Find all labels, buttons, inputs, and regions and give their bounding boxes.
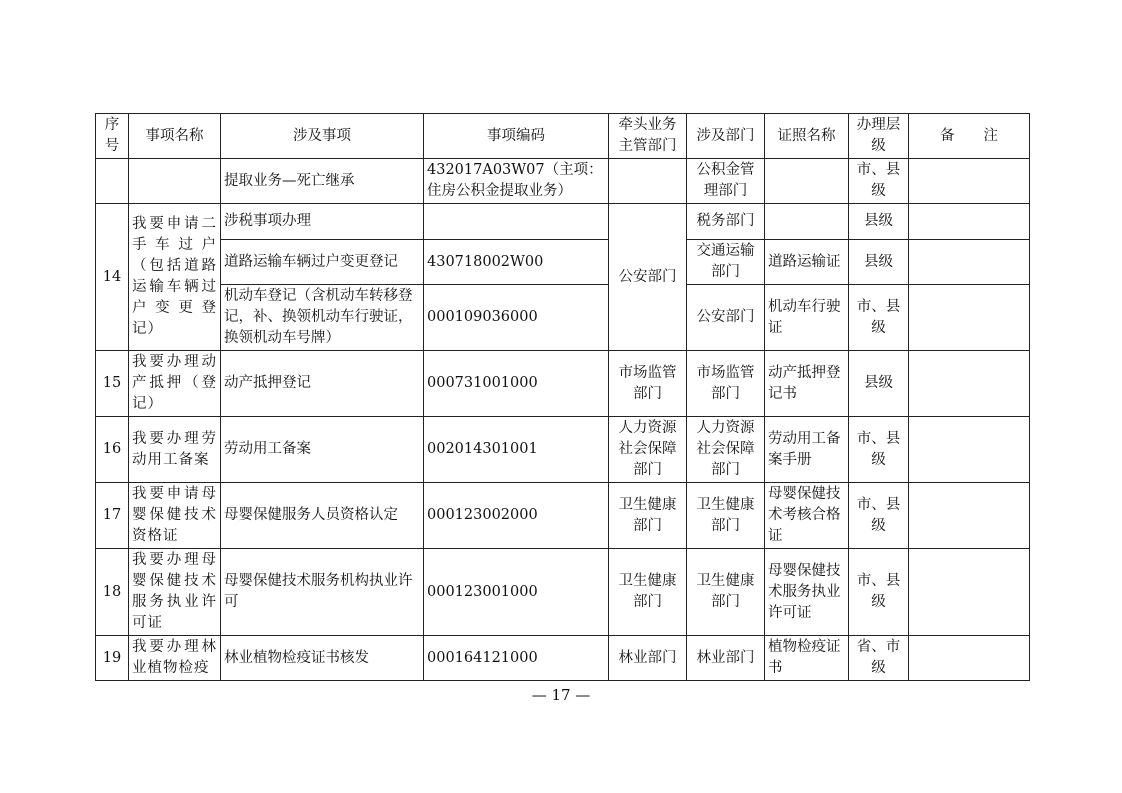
- seq-cell: 14: [96, 204, 129, 351]
- lead-dept-cell: [609, 159, 687, 204]
- code-cell: 000123001000: [424, 549, 609, 636]
- remark-cell: [909, 636, 1030, 681]
- level-cell: 县级: [849, 204, 909, 240]
- level-cell: 市、县级: [849, 549, 909, 636]
- item-name-cell: [129, 159, 221, 204]
- remark-cell: [909, 159, 1030, 204]
- matters-table: [95, 113, 1030, 681]
- dept-cell: 市场监管部门: [687, 351, 765, 417]
- lead-dept-cell: 林业部门: [609, 636, 687, 681]
- remark-cell: [909, 351, 1030, 417]
- license-cell: 动产抵押登记书: [765, 351, 849, 417]
- involved-cell: 机动车登记（含机动车转移登记，补、换领机动车行驶证，换领机动车号牌）: [221, 285, 424, 351]
- header-level: 办理层级: [849, 114, 909, 159]
- item-name-cell: 我要办理林业植物检疫: [129, 636, 221, 681]
- level-cell: 市、县级: [849, 159, 909, 204]
- lead-dept-cell: 人力资源社会保障部门: [609, 417, 687, 483]
- seq-cell: [96, 159, 129, 204]
- license-cell: 植物检疫证书: [765, 636, 849, 681]
- item-name-cell: 我要办理母婴保健技术服务执业许可证: [129, 549, 221, 636]
- remark-cell: [909, 483, 1030, 549]
- level-cell: 县级: [849, 351, 909, 417]
- header-license: 证照名称: [765, 114, 849, 159]
- seq-cell: 18: [96, 549, 129, 636]
- table-row: [96, 483, 1030, 549]
- involved-cell: 林业植物检疫证书核发: [221, 636, 424, 681]
- license-cell: 母婴保健技术服务执业许可证: [765, 549, 849, 636]
- item-name-cell: 我要申请母婴保健技术资格证: [129, 483, 221, 549]
- header-dept: 涉及部门: [687, 114, 765, 159]
- code-cell: 000731001000: [424, 351, 609, 417]
- table-row: [96, 240, 1030, 285]
- seq-cell: 17: [96, 483, 129, 549]
- involved-cell: 道路运输车辆过户变更登记: [221, 240, 424, 285]
- seq-cell: 16: [96, 417, 129, 483]
- item-name-cell: 我要办理动产抵押（登记）: [129, 351, 221, 417]
- code-cell: 002014301001: [424, 417, 609, 483]
- seq-cell: 19: [96, 636, 129, 681]
- dept-cell: 公积金管理部门: [687, 159, 765, 204]
- dept-cell: 税务部门: [687, 204, 765, 240]
- table-row: [96, 159, 1030, 204]
- remark-cell: [909, 285, 1030, 351]
- involved-cell: 涉税事项办理: [221, 204, 424, 240]
- dept-cell: 卫生健康部门: [687, 549, 765, 636]
- seq-cell: 15: [96, 351, 129, 417]
- dept-cell: 林业部门: [687, 636, 765, 681]
- table-row: [96, 549, 1030, 636]
- involved-cell: 母婴保健服务人员资格认定: [221, 483, 424, 549]
- remark-cell: [909, 204, 1030, 240]
- license-cell: [765, 159, 849, 204]
- table-row: [96, 285, 1030, 351]
- license-cell: 劳动用工备案手册: [765, 417, 849, 483]
- code-cell: 432017A03W07（主项：住房公积金提取业务）: [424, 159, 609, 204]
- code-cell: 000123002000: [424, 483, 609, 549]
- header-row: [96, 114, 1030, 159]
- lead-dept-cell: 市场监管部门: [609, 351, 687, 417]
- remark-cell: [909, 240, 1030, 285]
- code-cell: 430718002W00: [424, 240, 609, 285]
- dept-cell: 人力资源社会保障部门: [687, 417, 765, 483]
- license-cell: 道路运输证: [765, 240, 849, 285]
- table-row: [96, 351, 1030, 417]
- involved-cell: 动产抵押登记: [221, 351, 424, 417]
- remark-cell: [909, 417, 1030, 483]
- header-involved: 涉及事项: [221, 114, 424, 159]
- code-cell: 000164121000: [424, 636, 609, 681]
- level-cell: 市、县级: [849, 483, 909, 549]
- code-cell: 000109036000: [424, 285, 609, 351]
- lead-dept-cell: 公安部门: [609, 204, 687, 351]
- header-remark: 备 注: [909, 114, 1030, 159]
- dept-cell: 卫生健康部门: [687, 483, 765, 549]
- page-number: — 17 —: [531, 686, 591, 704]
- code-cell: [424, 204, 609, 240]
- dept-cell: 交通运输部门: [687, 240, 765, 285]
- table-row: [96, 204, 1030, 240]
- involved-cell: 母婴保健技术服务机构执业许可: [221, 549, 424, 636]
- license-cell: 母婴保健技术考核合格证: [765, 483, 849, 549]
- level-cell: 市、县级: [849, 285, 909, 351]
- level-cell: 省、市级: [849, 636, 909, 681]
- table-row: [96, 417, 1030, 483]
- involved-cell: 提取业务—死亡继承: [221, 159, 424, 204]
- lead-dept-cell: 卫生健康部门: [609, 483, 687, 549]
- header-item-name: 事项名称: [129, 114, 221, 159]
- header-lead-dept: 牵头业务主管部门: [609, 114, 687, 159]
- remark-cell: [909, 549, 1030, 636]
- license-cell: [765, 204, 849, 240]
- license-cell: 机动车行驶证: [765, 285, 849, 351]
- item-name-cell: 我要申请二手车过户（包括道路运输车辆过户变更登记）: [129, 204, 221, 351]
- lead-dept-cell: 卫生健康部门: [609, 549, 687, 636]
- level-cell: 市、县级: [849, 417, 909, 483]
- header-seq: 序号: [96, 114, 129, 159]
- header-code: 事项编码: [424, 114, 609, 159]
- table-row: [96, 636, 1030, 681]
- dept-cell: 公安部门: [687, 285, 765, 351]
- item-name-cell: 我要办理劳动用工备案: [129, 417, 221, 483]
- involved-cell: 劳动用工备案: [221, 417, 424, 483]
- level-cell: 县级: [849, 240, 909, 285]
